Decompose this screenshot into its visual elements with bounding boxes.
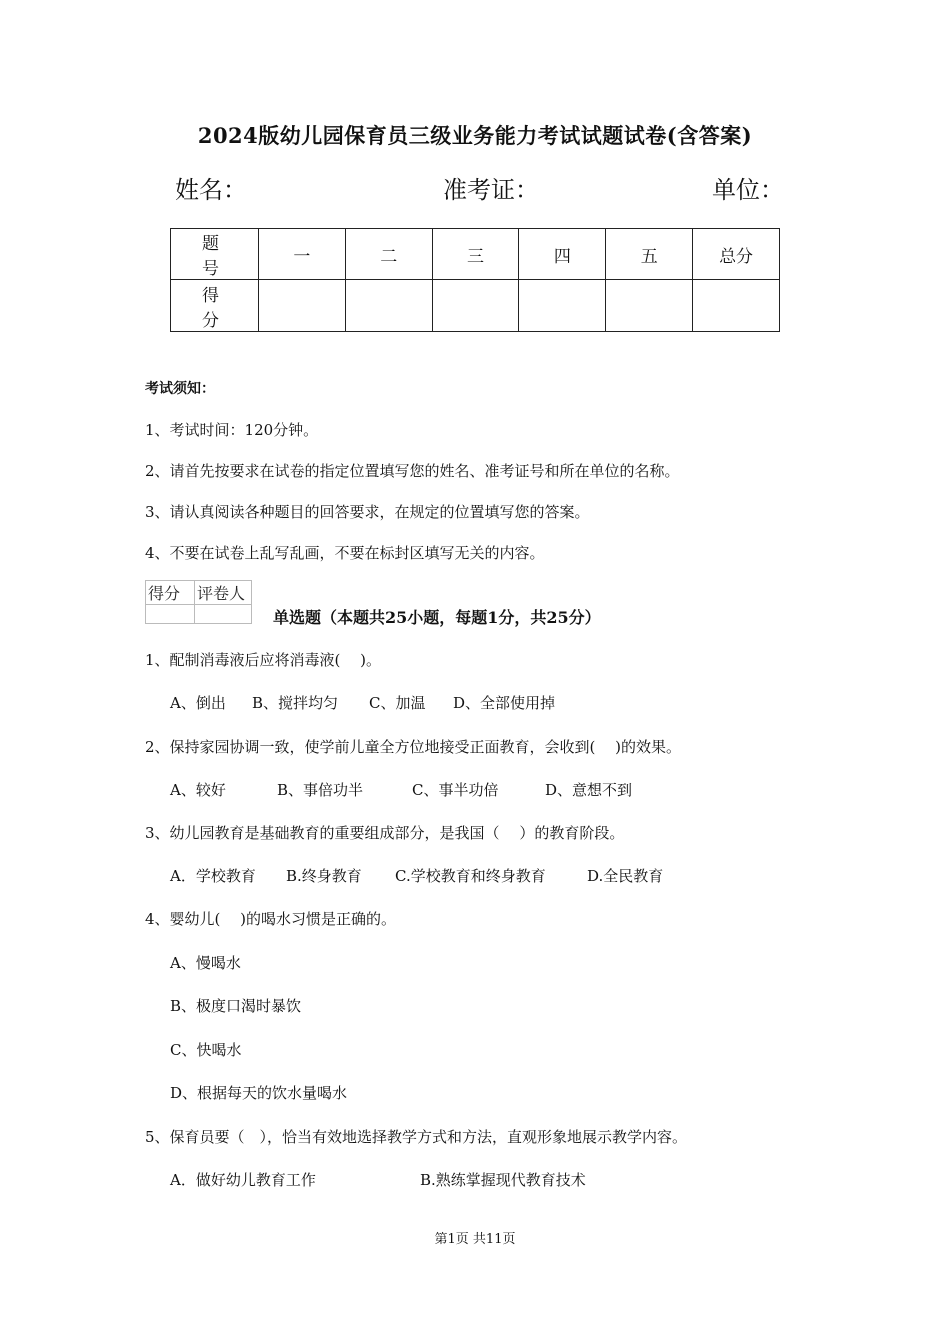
exam-id-label: 准考证：	[443, 176, 539, 204]
section-4-header: 四	[519, 229, 606, 280]
notice-title: 考试须知：	[145, 381, 215, 397]
notice-item: 4、不要在试卷上乱写乱画，不要在标封区填写无关的内容。	[145, 544, 545, 562]
section-5-score-cell[interactable]	[606, 280, 693, 332]
question-option: A．学校教育	[170, 867, 256, 885]
grader-entry-row	[146, 605, 252, 624]
page-footer: 第1页 共11页	[434, 1232, 516, 1247]
section-3-score-cell[interactable]	[432, 280, 519, 332]
score-table-header-row	[171, 229, 780, 280]
question-option: B、搅拌均匀	[252, 694, 339, 712]
question-option: A、较好	[170, 781, 226, 799]
question-stem: 2、保持家园协调一致，使学前儿童全方位地接受正面教育，会收到( )的效果。	[145, 738, 682, 756]
question-option: D、全部使用掉	[453, 694, 556, 712]
question-number-label: 题 号	[171, 229, 259, 280]
question-stem: 4、婴幼儿( )的喝水习惯是正确的。	[145, 910, 397, 928]
grader-name-label: 评卷人	[195, 581, 252, 605]
score-label: 得 分	[171, 280, 259, 332]
question-stem: 1、配制消毒液后应将消毒液( )。	[145, 651, 382, 669]
section-1-header: 一	[258, 229, 345, 280]
page-title: 2024版幼儿园保育员三级业务能力考试试题试卷(含答案)	[197, 123, 753, 148]
unit-label: 单位：	[712, 176, 784, 204]
question-option: B.终身教育	[286, 867, 362, 885]
question-option: B、极度口渴时暴饮	[170, 997, 302, 1015]
section-3-header: 三	[432, 229, 519, 280]
notice-item: 1、考试时间：120分钟。	[145, 421, 319, 439]
score-table	[170, 228, 780, 332]
question-option: D、根据每天的饮水量喝水	[170, 1084, 348, 1102]
question-stem: 5、保育员要（ ），恰当有效地选择教学方式和方法，直观形象地展示教学内容。	[145, 1128, 688, 1146]
question-option: B、事倍功半	[277, 781, 364, 799]
grader-box	[145, 580, 252, 624]
grader-score-label: 得分	[146, 581, 195, 605]
question-stem: 3、幼儿园教育是基础教育的重要组成部分，是我国（ ）的教育阶段。	[145, 824, 625, 842]
grader-score-cell[interactable]	[146, 605, 195, 624]
question-option: C.学校教育和终身教育	[395, 867, 546, 885]
section-2-score-cell[interactable]	[345, 280, 432, 332]
question-option: A、倒出	[170, 694, 226, 712]
notice-item: 3、请认真阅读各种题目的回答要求，在规定的位置填写您的答案。	[145, 503, 590, 521]
section-title: 单选题（本题共25小题，每题1分，共25分）	[273, 608, 601, 627]
question-option: B.熟练掌握现代教育技术	[420, 1171, 586, 1189]
section-5-header: 五	[606, 229, 693, 280]
score-table-score-row	[171, 280, 780, 332]
grader-header-row	[146, 581, 252, 605]
question-option: C、加温	[369, 694, 426, 712]
question-option: D、意想不到	[545, 781, 633, 799]
question-option: C、快喝水	[170, 1041, 242, 1059]
question-option: D.全民教育	[587, 867, 664, 885]
total-header: 总分	[693, 229, 780, 280]
section-4-score-cell[interactable]	[519, 280, 606, 332]
question-option: A、慢喝水	[170, 954, 241, 972]
question-option: C、事半功倍	[412, 781, 499, 799]
total-score-cell[interactable]	[693, 280, 780, 332]
grader-name-cell[interactable]	[195, 605, 252, 624]
question-option: A．做好幼儿教育工作	[170, 1171, 316, 1189]
name-label: 姓名：	[175, 176, 247, 204]
section-2-header: 二	[345, 229, 432, 280]
notice-item: 2、请首先按要求在试卷的指定位置填写您的姓名、准考证号和所在单位的名称。	[145, 462, 680, 480]
